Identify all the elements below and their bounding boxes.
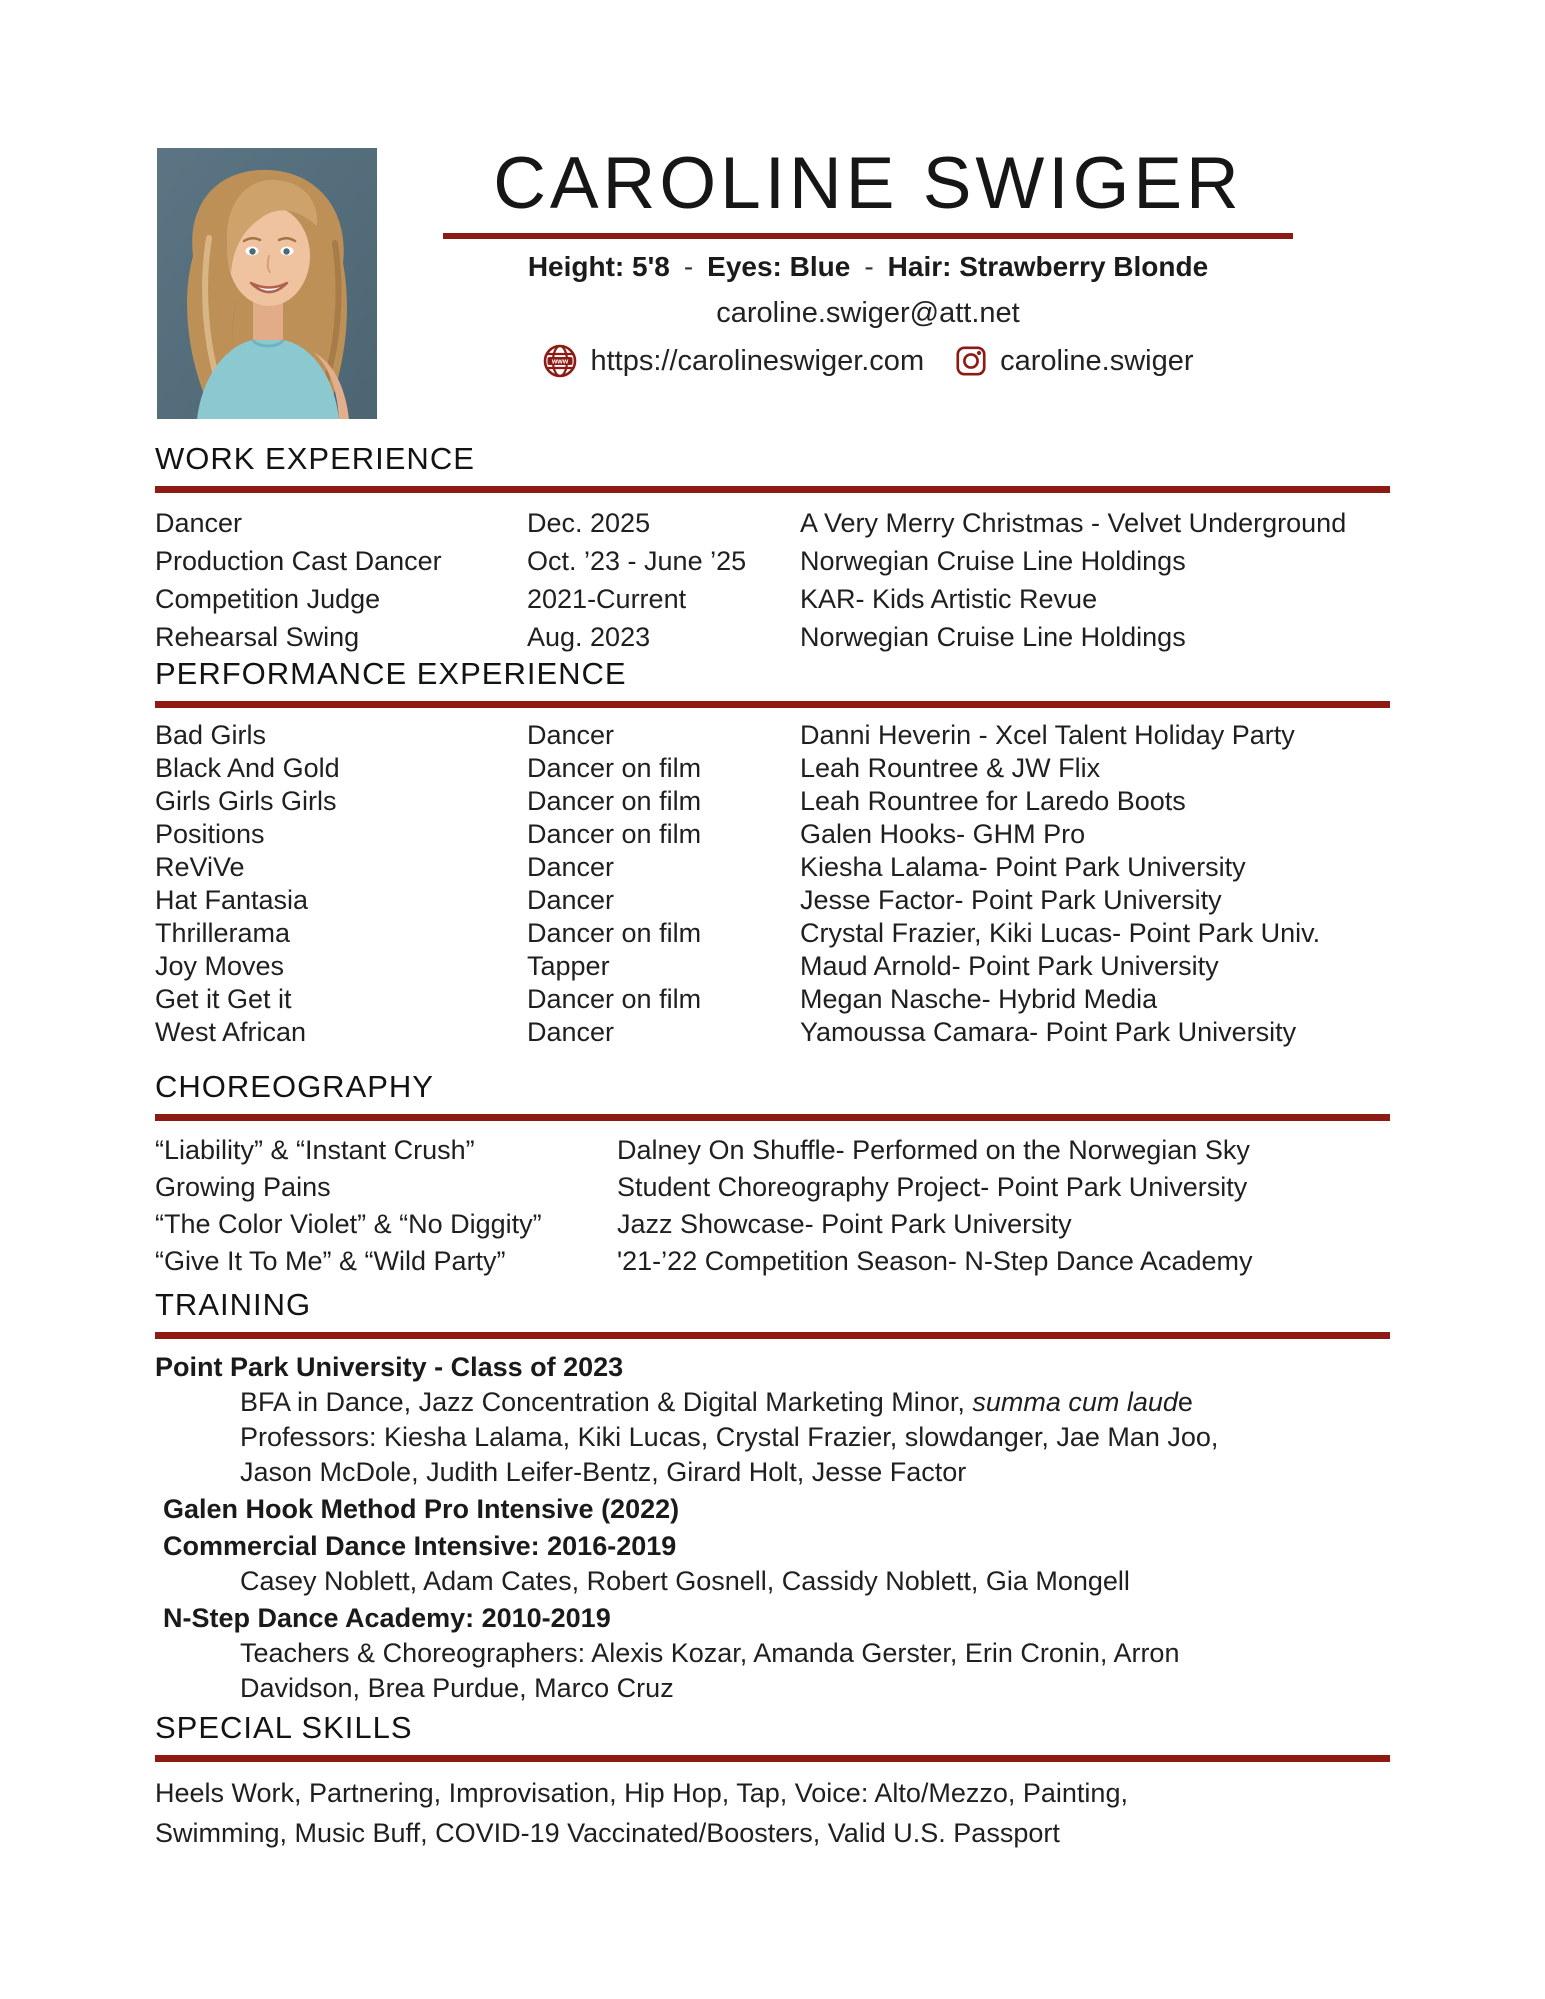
section-heading: SPECIAL SKILLS — [155, 1710, 413, 1745]
skills-line: Heels Work, Partnering, Improvisation, Hip Hop, Tap, Voice: Alto/Mezzo, Painting, — [155, 1778, 1128, 1808]
performance-title: Bad Girls — [155, 720, 267, 750]
work-role: Dancer — [155, 508, 243, 538]
svg-text:www: www — [552, 358, 569, 366]
skills-line: Swimming, Music Buff, COVID-19 Vaccinated/Boosters, Valid U.S. Passport — [155, 1818, 1060, 1848]
stat-height: Height: 5'8 — [527, 251, 670, 282]
vital-stats — [443, 251, 1293, 283]
website-url[interactable]: https://carolineswiger.com — [590, 344, 925, 377]
training-details-list — [155, 1420, 1445, 1490]
performance-credit: Leah Rountree & JW Flix — [800, 753, 1101, 783]
stat-separator: - — [864, 251, 874, 282]
page-title: CAROLINE SWIGER — [493, 143, 1243, 224]
training-detail-line: Davidson, Brea Purdue, Marco Cruz — [240, 1673, 674, 1703]
training-detail-line: Casey Noblett, Adam Cates, Robert Gosnell, Cassidy Noblett, Gia Mongell — [240, 1566, 1130, 1596]
stat-hair: Hair: Strawberry Blonde — [887, 251, 1209, 282]
section-divider — [155, 701, 1390, 708]
degree-honors-italic: summa cum laud — [972, 1387, 1178, 1417]
performance-role: Dancer on film — [527, 918, 702, 948]
choreography-piece: “Liability” & “Instant Crush” — [155, 1135, 475, 1165]
headshot-photo — [157, 148, 377, 419]
work-role: Competition Judge — [155, 584, 381, 614]
performance-role: Tapper — [527, 951, 610, 981]
section-choreography — [155, 1069, 1445, 1280]
training-title: Commercial Dance Intensive: 2016-2019 — [163, 1531, 677, 1561]
training-details-list — [155, 1636, 1445, 1706]
performance-title: Joy Moves — [155, 951, 285, 981]
performance-role: Dancer on film — [527, 984, 702, 1014]
work-credit: Norwegian Cruise Line Holdings — [800, 546, 1186, 576]
work-date: Dec. 2025 — [527, 508, 651, 538]
section-divider — [155, 486, 1390, 493]
training-entry-commercial-dance — [155, 1529, 1445, 1599]
choreography-credit: '21-’22 Competition Season- N-Step Dance Academy — [617, 1246, 1253, 1276]
performance-credit: Kiesha Lalama- Point Park University — [800, 852, 1246, 882]
skills-list — [155, 1773, 1445, 1853]
work-role: Rehearsal Swing — [155, 622, 360, 652]
performance-table — [155, 719, 1445, 1049]
performance-role: Dancer — [527, 720, 615, 750]
name-divider — [443, 233, 1293, 239]
choreography-credit: Dalney On Shuffle- Performed on the Norwegian Sky — [617, 1135, 1250, 1165]
work-role: Production Cast Dancer — [155, 546, 442, 576]
section-divider — [155, 1114, 1390, 1121]
email-address[interactable]: caroline.swiger@att.net — [716, 297, 1020, 329]
section-divider — [155, 1332, 1390, 1339]
section-training — [155, 1287, 1445, 1706]
training-detail-line: Professors: Kiesha Lalama, Kiki Lucas, Crystal Frazier, slowdanger, Jae Man Joo, — [240, 1422, 1219, 1452]
performance-title: Hat Fantasia — [155, 885, 309, 915]
choreography-credit: Student Choreography Project- Point Park University — [617, 1172, 1248, 1202]
stat-eyes: Eyes: Blue — [707, 251, 851, 282]
work-credit: Norwegian Cruise Line Holdings — [800, 622, 1186, 652]
work-credit: A Very Merry Christmas - Velvet Underground — [800, 508, 1347, 538]
section-heading: TRAINING — [155, 1287, 312, 1322]
work-date: Aug. 2023 — [527, 622, 651, 652]
work-date: Oct. ’23 - June ’25 — [527, 546, 747, 576]
stat-separator: - — [683, 251, 694, 282]
work-credit: KAR- Kids Artistic Revue — [800, 584, 1098, 614]
training-degree-line — [240, 1385, 1445, 1420]
choreography-table — [155, 1132, 1445, 1280]
links-row — [443, 343, 1293, 379]
choreography-piece: “The Color Violet” & “No Diggity” — [155, 1209, 542, 1239]
performance-credit: Maud Arnold- Point Park University — [800, 951, 1219, 981]
section-special-skills — [155, 1710, 1445, 1853]
section-heading: PERFORMANCE EXPERIENCE — [155, 656, 627, 691]
performance-title: Girls Girls Girls — [155, 786, 337, 816]
headshot-illustration — [157, 148, 377, 419]
section-heading: CHOREOGRAPHY — [155, 1069, 434, 1104]
choreography-credit: Jazz Showcase- Point Park University — [617, 1209, 1072, 1239]
performance-credit: Leah Rountree for Laredo Boots — [800, 786, 1186, 816]
section-performance-experience — [155, 656, 1445, 1049]
training-entry-galen-hook — [155, 1492, 1445, 1527]
performance-title: Positions — [155, 819, 265, 849]
performance-role: Dancer on film — [527, 753, 702, 783]
performance-credit: Crystal Frazier, Kiki Lucas- Point Park Univ. — [800, 918, 1321, 948]
resume-body — [155, 441, 1445, 1853]
performance-title: Black And Gold — [155, 753, 340, 783]
training-title: Galen Hook Method Pro Intensive (2022) — [163, 1494, 680, 1524]
performance-role: Dancer — [527, 1017, 615, 1047]
header — [443, 143, 1293, 379]
choreography-piece: “Give It To Me” & “Wild Party” — [155, 1246, 506, 1276]
section-work-experience — [155, 441, 1445, 656]
instagram-handle[interactable]: caroline.swiger — [1000, 344, 1194, 377]
instagram-icon — [954, 344, 988, 378]
performance-credit: Megan Nasche- Hybrid Media — [800, 984, 1158, 1014]
performance-title: Get it Get it — [155, 984, 292, 1014]
section-heading: WORK EXPERIENCE — [155, 441, 475, 476]
training-details-list — [155, 1564, 1445, 1599]
choreography-piece: Growing Pains — [155, 1172, 331, 1202]
performance-credit: Galen Hooks- GHM Pro — [800, 819, 1086, 849]
degree-text-suffix: e — [1177, 1387, 1193, 1417]
performance-role: Dancer — [527, 885, 615, 915]
training-title: N-Step Dance Academy: 2010-2019 — [163, 1603, 611, 1633]
performance-title: Thrillerama — [155, 918, 291, 948]
training-detail-line: Teachers & Choreographers: Alexis Kozar, Amanda Gerster, Erin Cronin, Arron — [240, 1638, 1180, 1668]
work-experience-table — [155, 504, 1445, 656]
performance-role: Dancer — [527, 852, 615, 882]
performance-credit: Danni Heverin - Xcel Talent Holiday Party — [800, 720, 1295, 750]
training-detail-line: Jason McDole, Judith Leifer-Bentz, Girard Holt, Jesse Factor — [240, 1457, 967, 1487]
performance-role: Dancer on film — [527, 819, 702, 849]
training-entry-point-park — [155, 1350, 1445, 1490]
training-title: Point Park University - Class of 2023 — [155, 1352, 624, 1382]
performance-credit: Yamoussa Camara- Point Park University — [800, 1017, 1297, 1047]
performance-credit: Jesse Factor- Point Park University — [800, 885, 1222, 915]
degree-text: BFA in Dance, Jazz Concentration & Digital Marketing Minor, — [240, 1387, 973, 1417]
section-divider — [155, 1755, 1390, 1762]
performance-role: Dancer on film — [527, 786, 702, 816]
globe-www-icon — [542, 343, 578, 379]
training-entry-n-step — [155, 1601, 1445, 1706]
work-date: 2021-Current — [527, 584, 687, 614]
performance-title: ReViVe — [155, 852, 245, 882]
performance-title: West African — [155, 1017, 307, 1047]
